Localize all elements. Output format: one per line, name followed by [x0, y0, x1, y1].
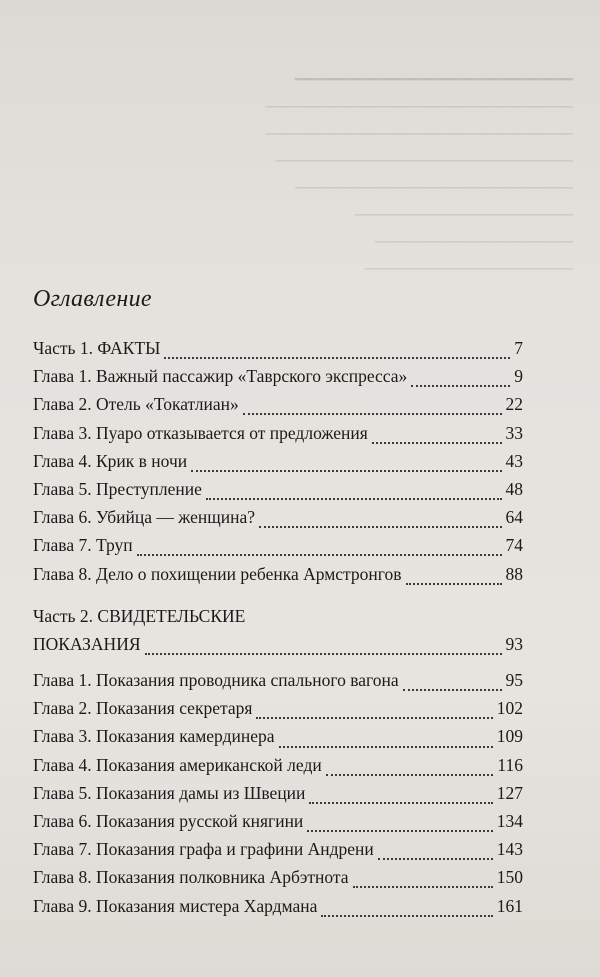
toc-page-number: 102 — [496, 698, 523, 719]
toc-entry-label: Глава 9. Показания мистера Хардмана — [33, 895, 318, 916]
toc-entry[interactable] — [33, 670, 523, 698]
toc-entry-label: Глава 3. Показания камердинера — [33, 726, 275, 747]
toc-page-number: 33 — [505, 422, 523, 443]
dot-leader — [372, 442, 502, 444]
toc-page-number: 43 — [505, 450, 523, 471]
toc-entry-label: Глава 8. Показания полковника Арбэтнота — [33, 867, 349, 888]
table-of-contents — [33, 338, 523, 924]
dot-leader — [145, 653, 502, 655]
toc-entry-label: Глава 1. Важный пассажир «Таврского экспресса» — [33, 366, 408, 387]
dot-leader — [406, 583, 502, 585]
toc-page-number: 150 — [496, 867, 523, 888]
toc-part-2[interactable] — [33, 606, 523, 662]
toc-page-number: 127 — [496, 782, 523, 803]
toc-page-number: 95 — [505, 670, 523, 691]
dot-leader — [307, 830, 492, 832]
toc-entry-label: Глава 5. Преступление — [33, 478, 202, 499]
dot-leader — [411, 385, 510, 387]
toc-entry-label: Глава 7. Показания графа и графини Андрени — [33, 839, 374, 860]
toc-part-label: Часть 2. СВИДЕТЕЛЬСКИЕ — [33, 605, 246, 626]
dot-leader — [164, 357, 510, 359]
dot-leader — [378, 858, 493, 860]
dot-leader — [321, 915, 492, 917]
toc-entry-label: Глава 7. Труп — [33, 535, 133, 556]
dot-leader — [191, 470, 501, 472]
dot-leader — [243, 413, 502, 415]
toc-page-number: 22 — [505, 394, 523, 415]
toc-entry-label: Глава 2. Отель «Токатлиан» — [33, 394, 239, 415]
toc-entry[interactable] — [33, 451, 523, 479]
toc-entry[interactable] — [33, 507, 523, 535]
toc-part-1[interactable] — [33, 338, 523, 366]
toc-entry-label: Глава 6. Показания русской княгини — [33, 811, 304, 831]
toc-entry-label: Глава 8. Дело о похищении ребенка Армстронгов — [33, 563, 402, 584]
toc-entry[interactable] — [33, 564, 523, 592]
dot-leader — [353, 886, 493, 888]
dot-leader — [206, 498, 502, 500]
dot-leader — [256, 717, 492, 719]
toc-part-label: Часть 1. ФАКТЫ — [33, 338, 161, 358]
toc-entry[interactable] — [33, 896, 523, 924]
toc-page-number: 109 — [496, 726, 523, 747]
toc-entry[interactable] — [33, 755, 523, 783]
toc-entry[interactable] — [33, 811, 523, 839]
toc-part-label-cont: ПОКАЗАНИЯ — [33, 633, 141, 654]
toc-entry[interactable] — [33, 726, 523, 754]
toc-page-number: 134 — [496, 811, 523, 831]
toc-heading: Оглавление — [33, 286, 152, 312]
toc-entry[interactable] — [33, 479, 523, 507]
toc-page-number: 48 — [505, 478, 523, 499]
toc-page-number: 93 — [505, 633, 523, 654]
dot-leader — [326, 774, 494, 776]
toc-page-number: 88 — [505, 563, 523, 584]
toc-page-number: 161 — [496, 895, 523, 916]
dot-leader — [137, 554, 502, 556]
toc-page-number: 74 — [505, 535, 523, 556]
toc-entry-label: Глава 3. Пуаро отказывается от предложения — [33, 422, 368, 443]
toc-page-number: 64 — [505, 507, 523, 528]
dot-leader — [403, 689, 502, 691]
toc-entry[interactable] — [33, 394, 523, 422]
toc-entry[interactable] — [33, 535, 523, 563]
dot-leader — [259, 526, 501, 528]
toc-entry-label: Глава 2. Показания секретаря — [33, 698, 253, 719]
toc-entry[interactable] — [33, 783, 523, 811]
toc-page-number: 143 — [496, 839, 523, 860]
bleed-through-texture: ━━━━━━━━━━━━━━━━━━━━━━━━━━━━━━━━━ ─────────────────────────────── ─────────────────────────────── ────────────────────────────── ──────────────────────────── ────────────────────── ──────────────────── ───────────────────── — [265, 73, 573, 277]
toc-entry-label: Глава 4. Крик в ночи — [33, 450, 188, 471]
toc-page-number: 9 — [514, 366, 523, 387]
dot-leader — [279, 746, 493, 748]
toc-entry[interactable] — [33, 867, 523, 895]
toc-entry[interactable] — [33, 839, 523, 867]
dot-leader — [309, 802, 492, 804]
toc-entry[interactable] — [33, 698, 523, 726]
toc-entry-label: Глава 4. Показания американской леди — [33, 754, 322, 775]
toc-page-number: 116 — [497, 754, 523, 775]
toc-entry-label: Глава 6. Убийца — женщина? — [33, 507, 256, 528]
toc-entry[interactable] — [33, 423, 523, 451]
toc-page-number: 7 — [514, 338, 523, 358]
toc-entry[interactable] — [33, 366, 523, 394]
toc-entry-label: Глава 5. Показания дамы из Швеции — [33, 782, 306, 803]
toc-entry-label: Глава 1. Показания проводника спального вагона — [33, 670, 399, 691]
